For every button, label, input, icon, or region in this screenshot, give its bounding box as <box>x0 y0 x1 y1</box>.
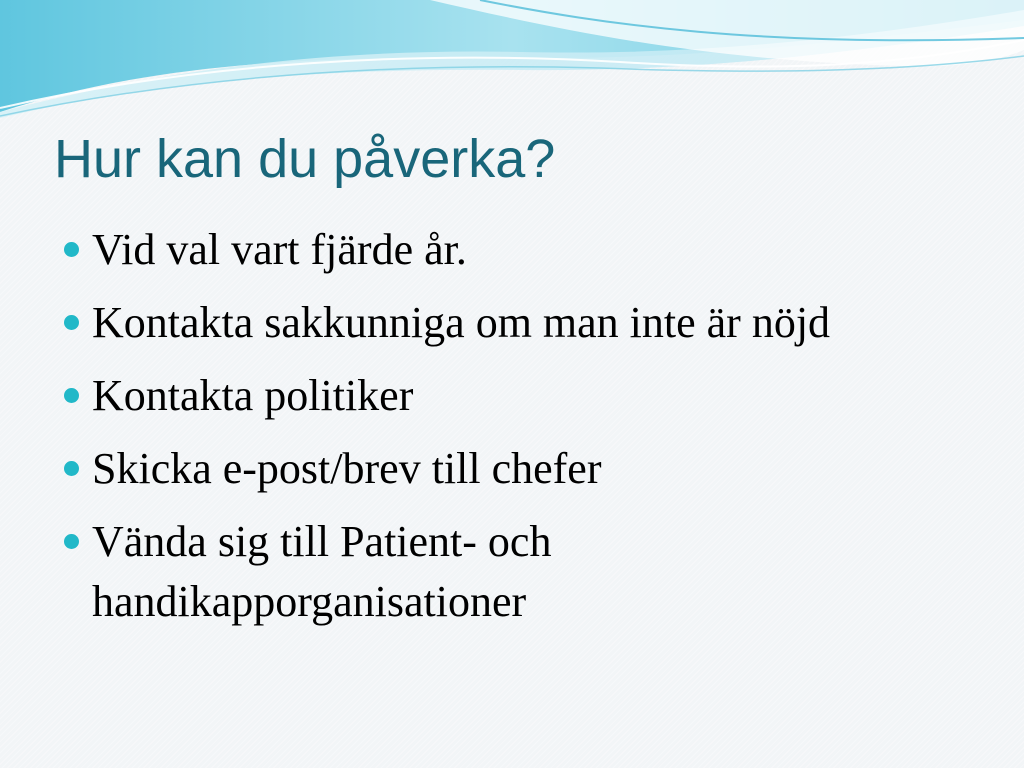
bullet-dot-icon <box>64 461 79 476</box>
bullet-dot-icon <box>64 242 79 257</box>
bullet-text: Vända sig till Patient- och handikapporganisationer <box>92 517 552 626</box>
bullet-item-4 <box>64 439 964 499</box>
bullet-dot-icon <box>64 315 79 330</box>
bullet-item-3 <box>64 366 964 426</box>
bullet-text: Skicka e-post/brev till chefer <box>92 444 602 493</box>
bullet-dot-icon <box>64 388 79 403</box>
bullet-list <box>64 220 964 645</box>
bullet-item-2 <box>64 293 964 353</box>
header-wave-decoration <box>0 0 1024 130</box>
bullet-item-1 <box>64 220 964 280</box>
bullet-item-5 <box>64 512 964 632</box>
bullet-text: Kontakta politiker <box>92 371 414 420</box>
bullet-text: Kontakta sakkunniga om man inte är nöjd <box>92 298 831 347</box>
bullet-dot-icon <box>64 534 79 549</box>
slide-title: Hur kan du påverka? <box>54 129 556 189</box>
bullet-text: Vid val vart fjärde år. <box>92 225 467 274</box>
